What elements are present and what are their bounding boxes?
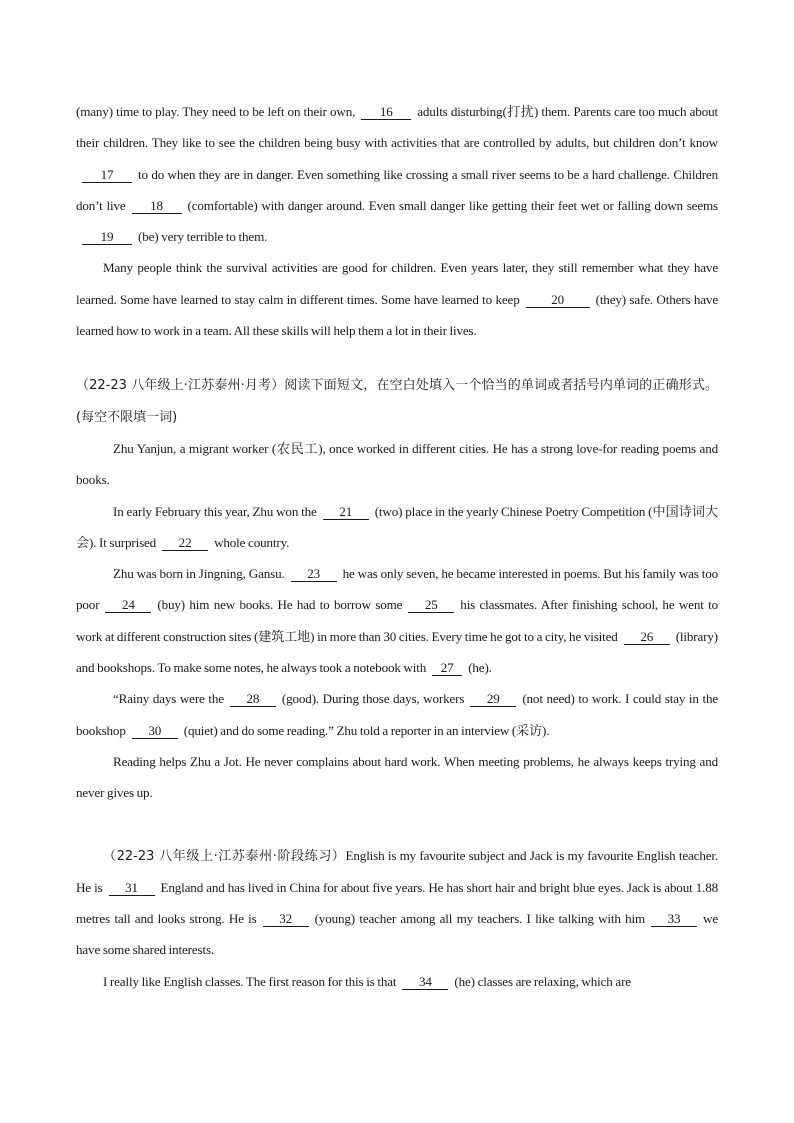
text-segment: “Rainy days were the [113, 691, 224, 707]
answer-blank-19[interactable]: 19 [82, 230, 132, 245]
text-segment: (he) classes are relaxing, which are [454, 973, 631, 989]
text-segment: (quiet) and do some reading.” Zhu told a reporter in an interview (采访). [183, 722, 550, 738]
text-segment: (comfortable) with danger around. Even small danger like getting their feet wet or falling down seems [187, 197, 718, 213]
text-segment: (not need) to work. I could stay in the bookshop [76, 691, 719, 738]
text-segment: (he). [468, 660, 492, 676]
passage2-paragraph-2 [76, 496, 718, 559]
text-segment: (two) place in the yearly Chinese Poetry Competition (中国诗词大会). It surprised [76, 503, 718, 550]
text-segment: (library) and bookshops. To make some notes, he always took a notebook with [76, 628, 718, 676]
passage3-paragraph-1 [76, 840, 718, 966]
answer-blank-17[interactable]: 17 [82, 168, 132, 183]
text-segment: (young) teacher among all my teachers. I like talking with him [314, 911, 646, 927]
answer-blank-24[interactable]: 24 [105, 598, 151, 613]
document-page [76, 96, 718, 997]
text-segment: (many) time to play. They need to be left on their own, [76, 104, 356, 119]
answer-blank-18[interactable]: 18 [132, 199, 182, 214]
text-segment: I really like English classes. The first reason for this is that [103, 973, 397, 989]
answer-blank-33[interactable]: 33 [651, 912, 697, 927]
passage2-heading: （22-23 八年级上·江苏泰州·月考）阅读下面短文，在空白处填入一个恰当的单词或者括号内单词的正确形式。 (每空不限填一词) [76, 378, 718, 425]
passage3-heading: （22-23 八年级上·江苏泰州·阶段练习） [103, 848, 346, 864]
answer-blank-28[interactable]: 28 [230, 692, 276, 707]
text-segment: Many people think the survival activities are good for children. Even years later, they still remember what they have learned. Some have learned to stay calm in different times. Some have learned to keep [76, 260, 718, 307]
text-segment: In early February this year, Zhu won the [113, 503, 317, 519]
answer-blank-22[interactable]: 22 [162, 536, 208, 551]
text-segment: adults disturbing(打扰) them. Parents care too much about their children. They like to see the children being busy with activities that are controlled by adults, but children don’t know [76, 104, 718, 151]
text-segment: his classmates. After finishing school, he went to work at different construction sites (建筑工地) in more than 30 cities. Every time he got to a city, he visited [76, 597, 718, 644]
answer-blank-27[interactable]: 27 [432, 661, 462, 676]
text-segment: Zhu was born in Jingning, Gansu. [113, 566, 285, 582]
answer-blank-20[interactable]: 20 [526, 293, 590, 308]
answer-blank-34[interactable]: 34 [402, 975, 448, 990]
text-segment: whole country. [214, 534, 290, 550]
text-segment: he was only seven, he became interested in poems. But his family was too poor [76, 566, 718, 613]
text-segment: English is my favourite subject and Jack is my favourite English teacher. He is [76, 847, 718, 895]
answer-blank-23[interactable]: 23 [291, 567, 337, 582]
answer-blank-16[interactable]: 16 [361, 105, 411, 120]
text-segment: (buy) him new books. He had to borrow some [157, 597, 403, 613]
section-spacer [76, 809, 718, 840]
section-spacer [76, 346, 718, 370]
passage1-paragraph-2 [76, 252, 718, 346]
passage1-paragraph-1 [76, 96, 718, 252]
text-segment: to do when they are in danger. Even something like crossing a small river seems to be a hard challenge. Children don’t live [76, 166, 718, 213]
text-segment: (they) safe. Others have learned how to work in a team. All these skills will help them a lot in their lives. [76, 291, 718, 339]
answer-blank-31[interactable]: 31 [109, 881, 155, 896]
text-segment: (good). During those days, workers [281, 691, 465, 707]
text-segment: we have some shared interests. [76, 911, 719, 958]
passage2-paragraph-1: Zhu Yanjun, a migrant worker (农民工), once worked in different cities. He has a strong love-for reading poems and books. [76, 440, 718, 488]
answer-blank-32[interactable]: 32 [263, 912, 309, 927]
passage2-paragraph-3 [76, 558, 718, 683]
passage2-paragraph-5: Reading helps Zhu a Jot. He never complains about hard work. When meeting problems, he always keeps trying and never gives up. [76, 753, 718, 801]
text-segment: England and has lived in China for about five years. He has short hair and bright blue eyes. Jack is about 1.88 metres tall and looks strong. He is [76, 879, 719, 927]
answer-blank-29[interactable]: 29 [470, 692, 516, 707]
passage3-paragraph-2 [76, 966, 718, 997]
text-segment: (be) very terrible to them. [138, 229, 268, 245]
answer-blank-21[interactable]: 21 [323, 505, 369, 520]
answer-blank-25[interactable]: 25 [408, 598, 454, 613]
answer-blank-26[interactable]: 26 [624, 630, 670, 645]
passage2-paragraph-4 [76, 683, 718, 746]
answer-blank-30[interactable]: 30 [132, 724, 178, 739]
